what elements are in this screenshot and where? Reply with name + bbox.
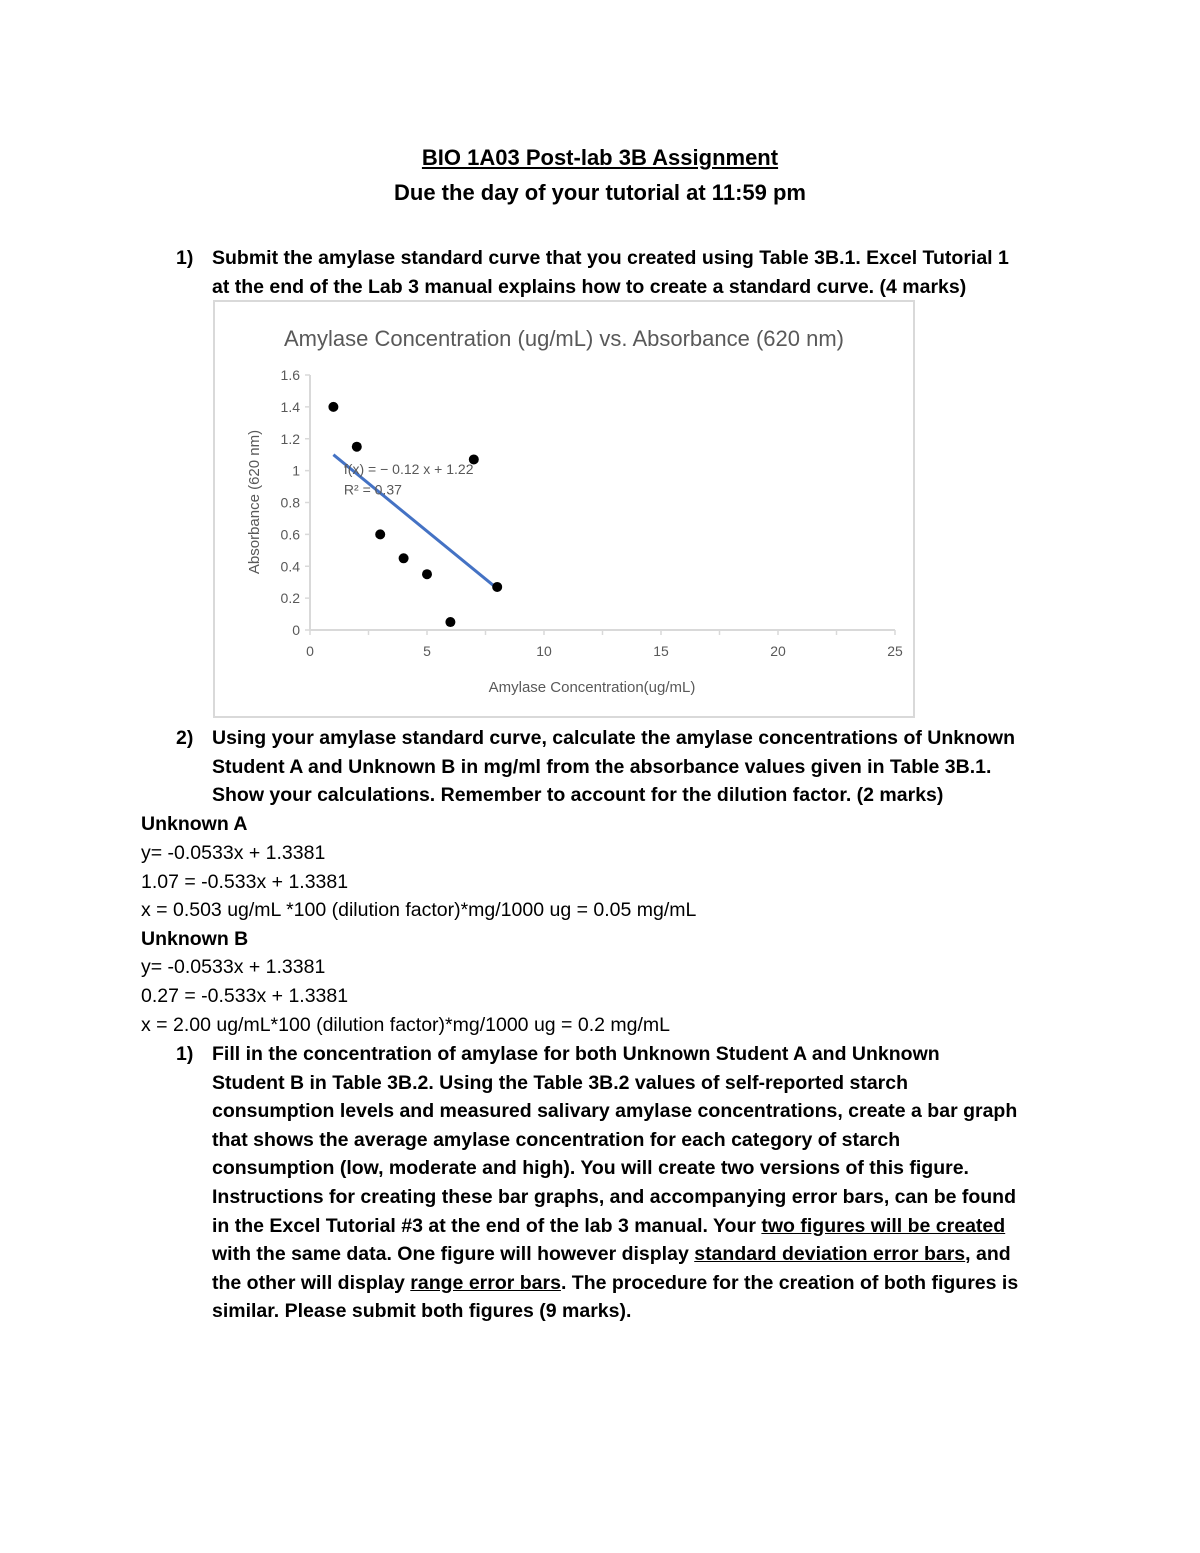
question-3-text-span: , and	[965, 1243, 1011, 1266]
question-2-line: Show your calculations. Remember to account for the dilution factor. (2 marks)	[212, 784, 944, 807]
unknown-b-result: x = 2.00 ug/mL*100 (dilution factor)*mg/1000 ug = 0.2 mg/mL	[141, 1014, 670, 1036]
question-3-line	[212, 1240, 1092, 1269]
y-tick-label: 0.8	[280, 494, 300, 511]
question-2-text	[212, 724, 1072, 810]
x-tick-label: 25	[887, 643, 903, 659]
chart-svg	[215, 302, 913, 716]
unknown-a-result: x = 0.503 ug/mL *100 (dilution factor)*mg/1000 ug = 0.05 mg/mL	[141, 899, 697, 921]
data-point	[492, 582, 502, 592]
question-3-line	[212, 1212, 1092, 1241]
question-3-text-span: with the same data. One figure will however display	[212, 1243, 695, 1266]
question-1	[0, 244, 1200, 304]
question-3-number: 1)	[176, 1043, 194, 1065]
unknown-b-substitution: 0.27 = -0.533x + 1.3381	[141, 985, 349, 1007]
question-3	[0, 1040, 1200, 1330]
question-3-text-span: in the Excel Tutorial #3 at the end of the lab 3 manual. Your	[212, 1214, 762, 1237]
unknown-b-heading: Unknown B	[141, 928, 249, 950]
underlined-sd-error-bars: standard deviation error bars	[694, 1243, 966, 1266]
data-point	[328, 402, 338, 412]
trendline-equation: f(x) = − 0.12 x + 1.22	[343, 460, 474, 477]
y-tick-label: 1.6	[280, 367, 300, 383]
y-tick-label: 1	[292, 462, 300, 479]
standard-curve-chart	[213, 300, 915, 718]
question-1-text	[212, 244, 1072, 301]
question-3-line	[212, 1269, 1092, 1298]
y-tick-label: 0	[292, 622, 300, 638]
question-3-line: Fill in the concentration of amylase for both Unknown Student A and Unknown	[212, 1043, 940, 1065]
question-3-line: Instructions for creating these bar graphs, and accompanying error bars, can be found	[212, 1185, 1017, 1208]
due-date: Due the day of your tutorial at 11:59 pm	[394, 180, 806, 205]
data-point	[375, 529, 385, 539]
question-2-number: 2)	[176, 727, 194, 749]
data-point	[445, 617, 455, 627]
x-tick-label: 15	[653, 643, 669, 659]
question-3-line: that shows the average amylase concentration for each category of starch	[212, 1128, 901, 1151]
x-tick-label: 10	[536, 643, 552, 659]
x-tick-label: 5	[423, 643, 431, 659]
question-3-line: similar. Please submit both figures (9 marks).	[212, 1300, 632, 1323]
question-2-line: Student A and Unknown B in mg/ml from the absorbance values given in Table 3B.1.	[212, 755, 992, 778]
y-tick-label: 1.2	[280, 430, 300, 447]
trendline-r-squared: R² = 0.37	[343, 481, 402, 498]
question-3-line: Student B in Table 3B.2. Using the Table 3B.2 values of self-reported starch	[212, 1071, 909, 1094]
x-axis-label: Amylase Concentration(ug/mL)	[488, 679, 696, 696]
y-tick-label: 0.2	[280, 590, 300, 607]
question-2-line: Using your amylase standard curve, calculate the amylase concentrations of Unknown	[212, 727, 1016, 749]
question-3-text-span: the other will display	[212, 1271, 411, 1294]
unknown-a-equation: y= -0.0533x + 1.3381	[141, 842, 326, 864]
question-1-line: at the end of the Lab 3 manual explains how to create a standard curve. (4 marks)	[212, 275, 967, 298]
question-1-number: 1)	[176, 247, 194, 269]
x-tick-label: 0	[306, 643, 314, 659]
question-3-line: consumption (low, moderate and high). You will create two versions of this figure.	[212, 1157, 969, 1180]
data-point	[399, 553, 409, 563]
y-axis-label: Absorbance (620 nm)	[246, 429, 263, 575]
underlined-two-figures: two figures will be created	[761, 1214, 1006, 1237]
underlined-range-error-bars: range error bars	[410, 1271, 561, 1294]
question-3-text-span: . The procedure for the creation of both figures is	[560, 1271, 1019, 1294]
unknown-b-equation: y= -0.0533x + 1.3381	[141, 956, 326, 978]
x-tick-label: 20	[770, 643, 786, 659]
question-2	[0, 724, 1200, 814]
y-tick-label: 1.4	[280, 398, 300, 415]
question-3-line: consumption levels and measured salivary amylase concentrations, create a bar graph	[212, 1100, 1018, 1123]
data-point	[352, 442, 362, 452]
document-title: BIO 1A03 Post-lab 3B Assignment	[421, 145, 779, 170]
unknown-a-heading: Unknown A	[141, 813, 248, 835]
y-tick-label: 0.6	[280, 526, 300, 543]
y-tick-label: 0.4	[280, 558, 300, 575]
data-point	[422, 569, 432, 579]
unknown-a-substitution: 1.07 = -0.533x + 1.3381	[141, 871, 349, 893]
chart-title: Amylase Concentration (ug/mL) vs. Absorbance (620 nm)	[283, 326, 845, 351]
question-1-line: Submit the amylase standard curve that you created using Table 3B.1. Excel Tutorial 1	[212, 247, 1009, 269]
question-3-text	[212, 1040, 1092, 1326]
